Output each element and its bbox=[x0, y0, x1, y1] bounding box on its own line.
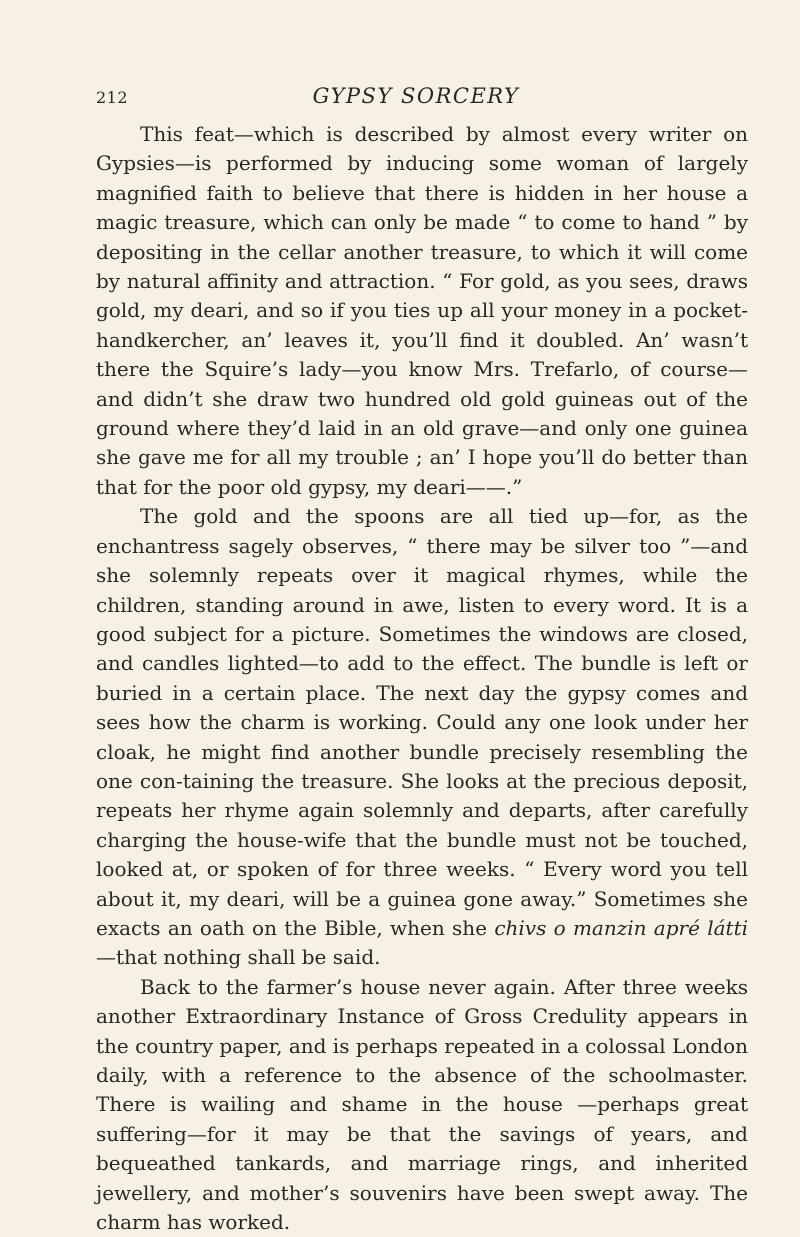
body-text bbox=[96, 120, 748, 1237]
paragraph-1 bbox=[96, 120, 748, 502]
paragraph-2-romani-phrase: chivs o manzin apré látti bbox=[494, 915, 748, 940]
paragraph-2-text-end: —that nothing shall be said. bbox=[96, 945, 381, 970]
paragraph-1-text: This feat—which is described by almost every writer on Gypsies—is performed by inducing some woman of largely magnified faith to believe that there is hidden in her house a magic treasure, which can only be made “ to come to hand ” by depositing in the cellar another treasure, to which it will come by natural affinity and attraction. “ For gold, as you sees, draws gold, my deari, and so if you ties up all your money in a pocket-handkercher, an’ leaves it, you’ll find it doubled. An’ wasn’t there the Squire’s lady—you know Mrs. Trefarlo, of course—and didn’t she draw two hundred old gold guineas out of the ground where they’d laid in an old grave—and only one guinea she gave me for all my trouble ; an’ I hope you’ll do better than that for the poor old gypsy, my deari——.” bbox=[96, 122, 748, 499]
paragraph-3-text: Back to the farmer’s house never again. After three weeks another Extraordinary Instance of Gross Credulity appears in the country paper, and is perhaps repeated in a colossal London daily, with a reference to the absence of the schoolmaster. There is wailing and shame in the house —perhaps great suffering—for it may be that the savings of years, and bequeathed tankards, and marriage rings, and inherited jewellery, and mother’s souvenirs have been swept away. The charm has worked. bbox=[96, 974, 748, 1235]
paragraph-3 bbox=[96, 973, 748, 1237]
page-number: 212 bbox=[96, 88, 129, 107]
paragraph-2-text: The gold and the spoons are all tied up—for, as the enchantress sagely observes, “ there may be silver too ”—and she solemnly repeats over it magical rhymes, while the children, standing around in awe, listen to every word. It is a good subject for a picture. Sometimes the windows are closed, and candles lighted—to add to the effect. The bundle is left or buried in a certain place. The next day the gypsy comes and sees how the charm is working. Could any one look under her cloak, he might find another bundle precisely resembling the one con-taining the treasure. She looks at the precious deposit, repeats her rhyme again solemnly and departs, after carefully charging the house-wife that the bundle must not be touched, looked at, or spoken of for three weeks. “ Every word you tell about it, my deari, will be a guinea gone away.” Sometimes she exacts an oath on the Bible, when she bbox=[96, 504, 748, 940]
running-title: GYPSY SORCERY bbox=[312, 84, 520, 108]
paragraph-2 bbox=[96, 502, 748, 973]
running-head bbox=[96, 84, 736, 110]
